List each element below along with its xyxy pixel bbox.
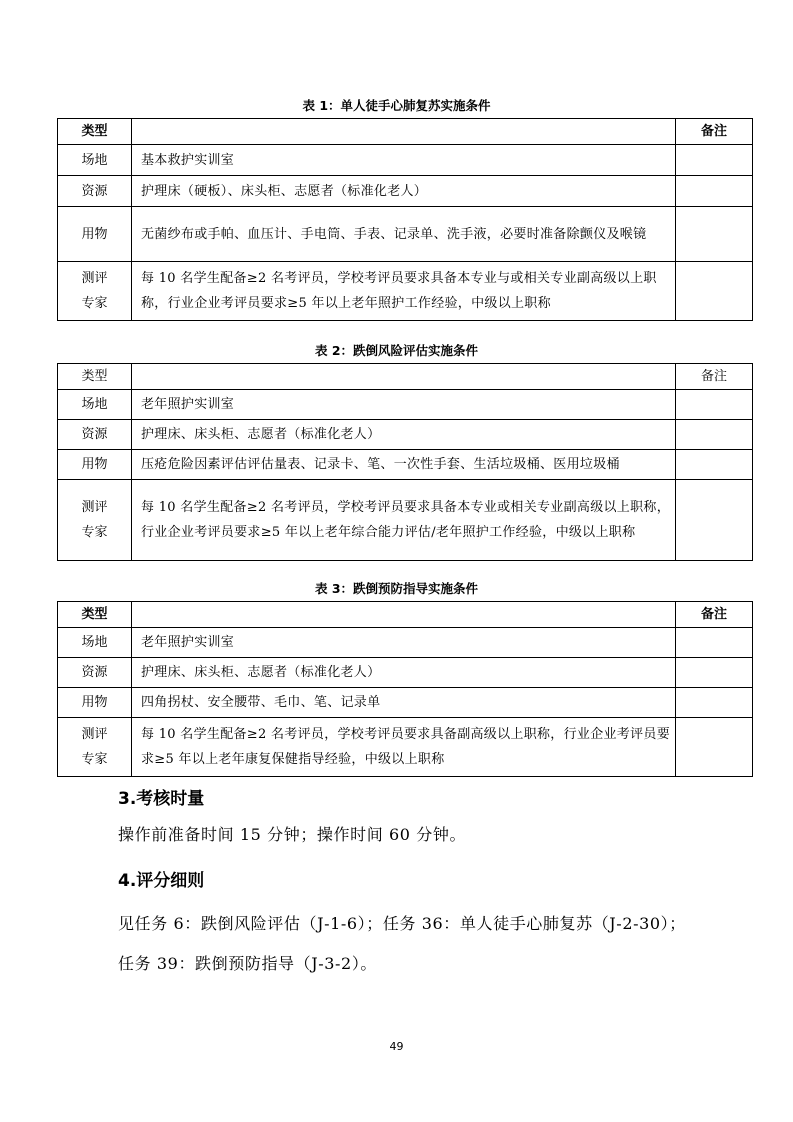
row-type: 测评专家 (58, 480, 132, 561)
table-2 (57, 363, 753, 561)
table-row (58, 718, 753, 777)
section-3-title: 3.考核时量 (118, 789, 205, 809)
header-content (132, 602, 676, 628)
table-row (58, 176, 753, 207)
table-row (58, 420, 753, 450)
table-row (58, 628, 753, 658)
row-content: 四角拐杖、安全腰带、毛巾、笔、记录单 (132, 688, 676, 718)
header-type: 类型 (58, 364, 132, 390)
header-content (132, 119, 676, 145)
header-note: 备注 (676, 364, 753, 390)
row-note (676, 688, 753, 718)
table-3 (57, 601, 753, 777)
row-note (676, 480, 753, 561)
header-type: 类型 (58, 119, 132, 145)
row-type: 场地 (58, 390, 132, 420)
table-row (58, 207, 753, 262)
row-content: 压疮危险因素评估评估量表、记录卡、笔、一次性手套、生活垃圾桶、医用垃圾桶 (132, 450, 676, 480)
header-type: 类型 (58, 602, 132, 628)
row-type: 用物 (58, 450, 132, 480)
row-content: 护理床、床头柜、志愿者（标准化老人） (132, 658, 676, 688)
row-note (676, 628, 753, 658)
section-3-text: 操作前准备时间 15 分钟；操作时间 60 分钟。 (118, 825, 467, 844)
row-note (676, 207, 753, 262)
row-content: 每 10 名学生配备≥2 名考评员，学校考评员要求具备副高级以上职称，行业企业考评员要求≥5 年以上老年康复保健指导经验，中级以上职称 (132, 718, 676, 777)
row-content: 护理床、床头柜、志愿者（标准化老人） (132, 420, 676, 450)
row-note (676, 390, 753, 420)
row-note (676, 450, 753, 480)
table-row (58, 145, 753, 176)
table-row (58, 688, 753, 718)
row-note (676, 145, 753, 176)
header-note: 备注 (676, 119, 753, 145)
table-row (58, 450, 753, 480)
row-content: 基本救护实训室 (132, 145, 676, 176)
table-row (58, 390, 753, 420)
row-content: 无菌纱布或手帕、血压计、手电筒、手表、记录单、洗手液，必要时准备除颤仪及喉镜 (132, 207, 676, 262)
table-row (58, 262, 753, 321)
row-type: 资源 (58, 420, 132, 450)
row-type: 场地 (58, 628, 132, 658)
table-2-caption: 表 2：跌倒风险评估实施条件 (314, 343, 479, 358)
row-type: 用物 (58, 688, 132, 718)
row-content: 每 10 名学生配备≥2 名考评员，学校考评员要求具备本专业或相关专业副高级以上职称，行业企业考评员要求≥5 年以上老年综合能力评估/老年照护工作经验，中级以上职称 (132, 480, 676, 561)
row-type: 资源 (58, 658, 132, 688)
header-content (132, 364, 676, 390)
table-header-row (58, 119, 753, 145)
table-header-row (58, 364, 753, 390)
row-type: 场地 (58, 145, 132, 176)
table-row (58, 480, 753, 561)
table-row (58, 658, 753, 688)
section-4-text: 见任务 6：跌倒风险评估（J-1-6）；任务 36：单人徒手心肺复苏（J-2-30）；任务 39：跌倒预防指导（J-3-2）。 (118, 914, 686, 973)
row-type: 测评专家 (58, 262, 132, 321)
row-content: 护理床（硬板）、床头柜、志愿者（标准化老人） (132, 176, 676, 207)
row-note (676, 658, 753, 688)
section-4-title: 4.评分细则 (118, 871, 205, 891)
row-type: 用物 (58, 207, 132, 262)
row-content: 每 10 名学生配备≥2 名考评员，学校考评员要求具备本专业与或相关专业副高级以上职称，行业企业考评员要求≥5 年以上老年照护工作经验，中级以上职称 (132, 262, 676, 321)
page-number: 49 (389, 1040, 404, 1053)
table-1-caption: 表 1：单人徒手心肺复苏实施条件 (302, 98, 491, 113)
table-1 (57, 118, 753, 321)
row-type: 测评专家 (58, 718, 132, 777)
row-content: 老年照护实训室 (132, 390, 676, 420)
row-note (676, 176, 753, 207)
row-note (676, 718, 753, 777)
header-note: 备注 (676, 602, 753, 628)
table-3-caption: 表 3：跌倒预防指导实施条件 (314, 581, 479, 596)
row-note (676, 420, 753, 450)
row-type: 资源 (58, 176, 132, 207)
row-content: 老年照护实训室 (132, 628, 676, 658)
row-note (676, 262, 753, 321)
table-header-row (58, 602, 753, 628)
